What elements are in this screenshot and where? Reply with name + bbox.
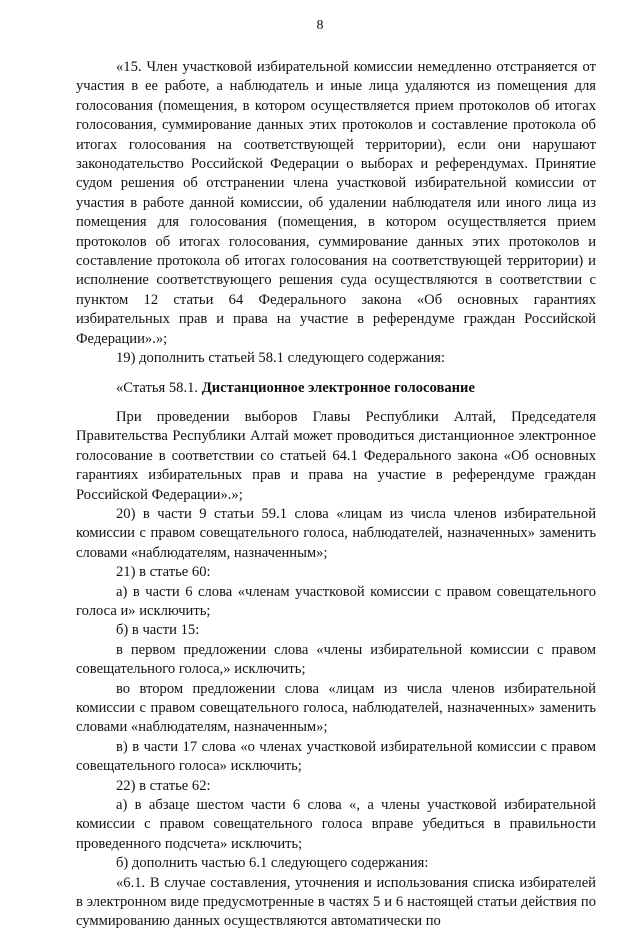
paragraph-part-6-1: «6.1. В случае составления, уточнения и использования списка избирателей в электронном виде предусмотренные в частях 5 и 6 настоящей статьи действия по суммированию данных осуществляются автоматически по [76,874,596,930]
paragraph-item-22: 22) в статье 62: [116,777,211,794]
document-body [76,58,596,932]
paragraph-item-22b: б) дополнить частью 6.1 следующего содержания: [116,855,429,872]
article-heading [76,379,596,398]
article-heading-prefix: «Статья 58.1. [116,379,202,396]
paragraph-item-19: 19) дополнить статьей 58.1 следующего содержания: [116,350,446,367]
paragraph-item-20: 20) в части 9 статьи 59.1 слова «лицам из числа членов избирательной комиссии с правом совещательного голоса, наблюдателей, назначенных» заменить словами «наблюдателям, назначенным»; [76,505,596,561]
paragraph-second-sentence: во втором предложении слова «лицам из числа членов избирательной комиссии с правом совещательного голоса, наблюдателей, назначенных» заменить словами «наблюдателям, назначенным»; [76,680,596,736]
article-heading-title: Дистанционное электронное голосование [201,379,475,396]
paragraph-first-sentence: в первом предложении слова «члены избирательной комиссии с правом совещательного голоса,» исключить; [76,641,596,678]
paragraph-article-text: При проведении выборов Главы Республики Алтай, Председателя Правительства Республики Алтай может проводиться дистанционное электронное голосование в соответствии со статьей 64.1 Федерального закона «Об основных гарантиях избирательных прав и права на участие в референдуме граждан Российской Федерации».»; [76,408,596,503]
paragraph-item-21a: а) в части 6 слова «членам участковой комиссии с правом совещательного голоса и» исключить; [76,583,596,619]
paragraph-item-22a: а) в абзаце шестом части 6 слова «, а члены участковой избирательной комиссии с правом совещательного голоса вправе убедиться в правильности проведенного подсчета» исключить; [76,797,596,852]
paragraph-item-21b: б) в части 15: [116,622,200,639]
paragraph-part-15: «15. Член участковой избирательной комиссии немедленно отстраняется от участия в ее работе, а наблюдатель и иные лица удаляются из помещения для голосования (помещения, в котором осуществляется прием протоколов об итогах голосования, суммирование данных этих протоколов и составление протокола об итогах голосования на соответствующей территории), если они нарушают законодательство Российской Федерации о выборах и референдумах. Принятие судом решения об отстранении члена участковой избирательной комиссии от участия в работе данной комиссии, об удалении наблюдателя или иного лица из помещения для голосования (помещения, в котором осуществляется прием протоколов об итогах голосования, суммирование данных этих протоколов и составление протокола об итогах голосования на соответствующей территории) и исполнение соответствующего решения суда осуществляются в соответствии с пунктом 12 статьи 64 Федерального закона «Об основных гарантиях избирательных прав и права на участие в референдуме граждан Российской Федерации».»; [76,59,596,347]
paragraph-item-21: 21) в статье 60: [116,564,211,581]
paragraph-item-21c: в) в части 17 слова «о членах участковой избирательной комиссии с правом совещательного голоса» исключить; [76,738,596,775]
page-number: 8 [316,18,324,33]
